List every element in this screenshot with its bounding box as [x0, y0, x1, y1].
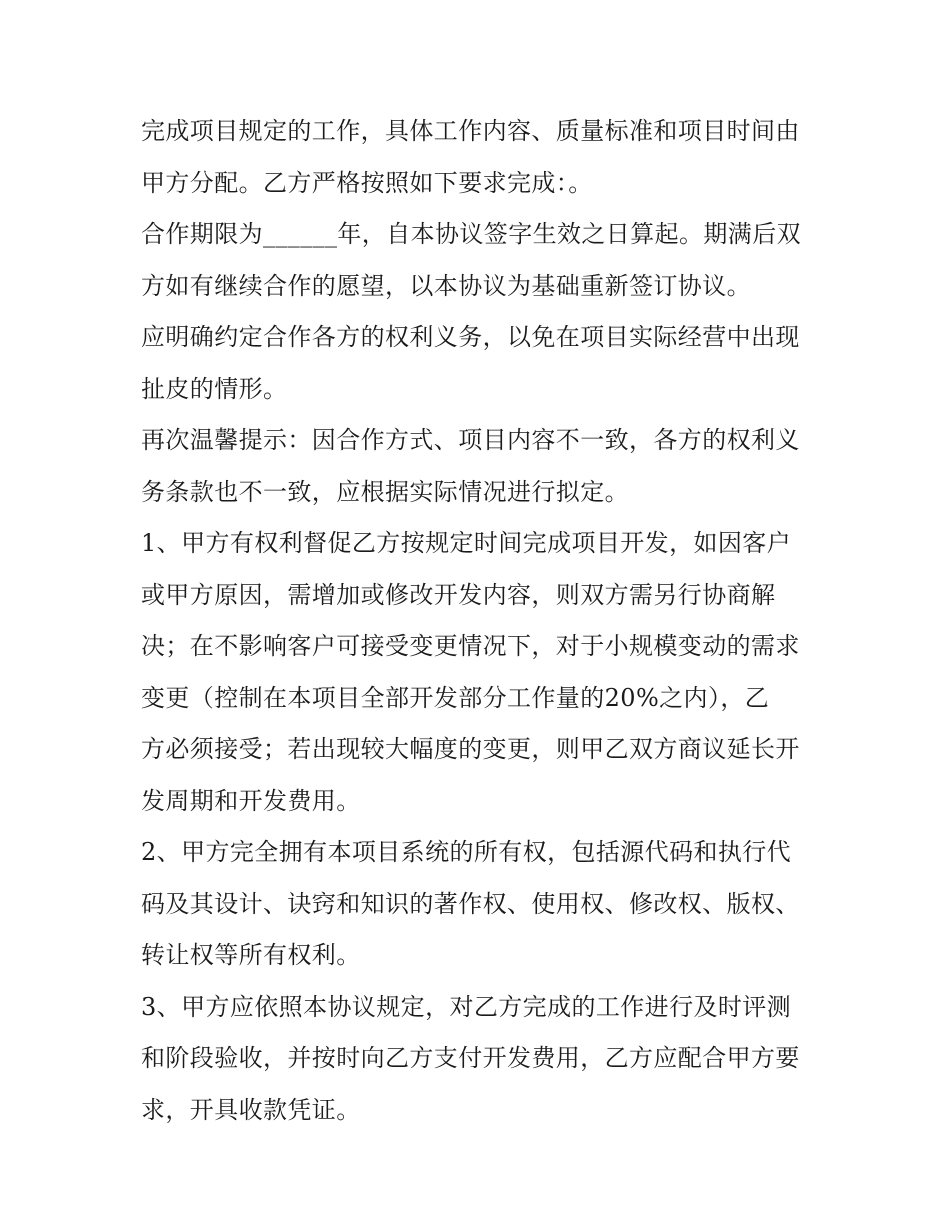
text-line: 务条款也不一致，应根据实际情况进行拟定。 [141, 477, 629, 506]
text-line: 完成项目规定的工作，具体工作内容、质量标准和项目时间由 [141, 117, 800, 145]
text-line: 决；在不影响客户可接受变更情况下，对于小规模变动的需求 [141, 632, 800, 660]
text-line: 扯皮的情形。 [141, 374, 288, 403]
text-line: 变更（控制在本项目全部开发部分工作量的20%之内），乙 [141, 683, 770, 712]
text-line: 发周期和开发费用。 [141, 786, 361, 815]
document-body [141, 106, 817, 1136]
text-line: 和阶段验收，并按时向乙方支付开发费用，乙方应配合甲方要 [141, 1044, 800, 1072]
paragraph-work-assignment [141, 106, 817, 209]
clause-1 [141, 518, 817, 827]
text-line: 1、甲方有权利督促乙方按规定时间完成项目开发，如因客户 [141, 529, 792, 557]
text-line: 应明确约定合作各方的权利义务，以免在项目实际经营中出现 [141, 323, 800, 351]
clause-2 [141, 827, 817, 982]
text-line: 方如有继续合作的愿望，以本协议为基础重新签订协议。 [141, 271, 751, 300]
text-line: 合作期限为______年，自本协议签字生效之日算起。期满后双 [141, 220, 801, 248]
text-line: 求，开具收款凭证。 [141, 1095, 361, 1124]
text-line: 再次温馨提示：因合作方式、项目内容不一致，各方的权利义 [141, 426, 800, 454]
clause-3 [141, 982, 817, 1137]
text-line: 2、甲方完全拥有本项目系统的所有权，包括源代码和执行代 [141, 838, 792, 866]
paragraph-rights-obligations [141, 312, 817, 415]
text-line: 或甲方原因，需增加或修改开发内容，则双方需另行协商解 [141, 580, 776, 609]
text-line: 甲方分配。乙方严格按照如下要求完成：。 [141, 168, 593, 197]
paragraph-reminder [141, 415, 817, 518]
text-line: 方必须接受；若出现较大幅度的变更，则甲乙双方商议延长开 [141, 735, 800, 763]
text-line: 转让权等所有权利。 [141, 941, 361, 969]
text-line: 3、甲方应依照本协议规定，对乙方完成的工作进行及时评测 [141, 992, 792, 1021]
text-line: 码及其设计、诀窍和知识的著作权、使用权、修改权、版权、 [141, 889, 800, 918]
paragraph-cooperation-term [141, 209, 817, 312]
